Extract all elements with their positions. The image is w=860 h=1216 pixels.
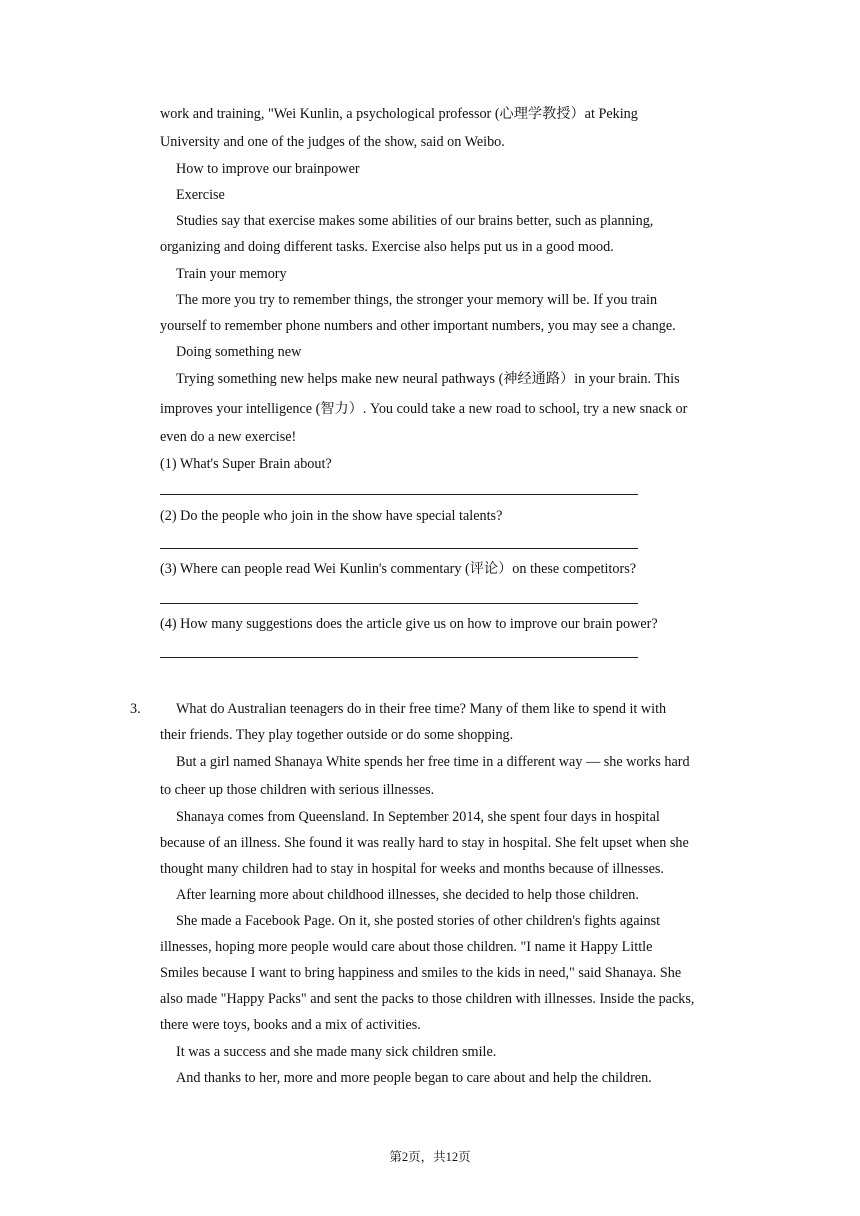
question-4: (4) How many suggestions does the article give us on how to improve our brain power? xyxy=(160,616,658,632)
passage-line: And thanks to her, more and more people began to care about and help the children. xyxy=(176,1070,652,1086)
passage-line: thought many children had to stay in hospital for weeks and months because of illnesses. xyxy=(160,861,664,877)
answer-line-1[interactable] xyxy=(160,494,638,495)
question-number: 3. xyxy=(130,701,141,717)
page-number: 第2页，共12页 xyxy=(389,1150,471,1164)
question-3: (3) Where can people read Wei Kunlin's commentary (评论）on these competitors? xyxy=(160,561,637,577)
passage-line: She made a Facebook Page. On it, she posted stories of other children's fights against xyxy=(176,913,661,929)
passage-line: improves your intelligence (智力）. You could take a new road to school, try a new snack or xyxy=(160,401,688,417)
question-1: (1) What's Super Brain about? xyxy=(160,456,332,472)
passage-line: illnesses, hoping more people would care about those children. "I name it Happy Little xyxy=(160,939,653,955)
section-heading: Train your memory xyxy=(176,266,287,282)
passage-line: there were toys, books and a mix of activities. xyxy=(160,1017,421,1033)
section-heading: How to improve our brainpower xyxy=(176,161,360,177)
passage-line: The more you try to remember things, the stronger your memory will be. If you train xyxy=(176,292,658,308)
answer-line-4[interactable] xyxy=(160,657,638,658)
passage-line: Trying something new helps make new neural pathways (神经通路）in your brain. This xyxy=(176,371,680,387)
passage-line: yourself to remember phone numbers and other important numbers, you may see a change. xyxy=(160,318,676,334)
passage-line: What do Australian teenagers do in their free time? Many of them like to spend it with xyxy=(176,701,667,717)
passage-line: Studies say that exercise makes some abilities of our brains better, such as planning, xyxy=(176,213,654,229)
answer-line-3[interactable] xyxy=(160,603,638,604)
passage-line: also made "Happy Packs" and sent the packs to those children with illnesses. Inside the packs, xyxy=(160,991,695,1007)
passage-line: University and one of the judges of the show, said on Weibo. xyxy=(160,134,505,150)
passage-line: After learning more about childhood illnesses, she decided to help those children. xyxy=(176,887,639,903)
section-heading: Doing something new xyxy=(176,344,302,360)
question-2: (2) Do the people who join in the show have special talents? xyxy=(160,508,503,524)
passage-line: their friends. They play together outside or do some shopping. xyxy=(160,727,514,743)
answer-line-2[interactable] xyxy=(160,548,638,549)
passage-line: work and training, "Wei Kunlin, a psychological professor (心理学教授）at Peking xyxy=(160,106,638,122)
passage-line: to cheer up those children with serious illnesses. xyxy=(160,782,435,798)
passage-line: It was a success and she made many sick children smile. xyxy=(176,1044,497,1060)
passage-line: Shanaya comes from Queensland. In September 2014, she spent four days in hospital xyxy=(176,809,660,825)
passage-line: But a girl named Shanaya White spends her free time in a different way — she works hard xyxy=(176,754,690,770)
passage-line: because of an illness. She found it was really hard to stay in hospital. She felt upset when she xyxy=(160,835,689,851)
passage-line: even do a new exercise! xyxy=(160,429,297,445)
passage-line: organizing and doing different tasks. Exercise also helps put us in a good mood. xyxy=(160,239,614,255)
passage-line: Smiles because I want to bring happiness and smiles to the kids in need," said Shanaya. She xyxy=(160,965,682,981)
section-heading: Exercise xyxy=(176,187,225,203)
